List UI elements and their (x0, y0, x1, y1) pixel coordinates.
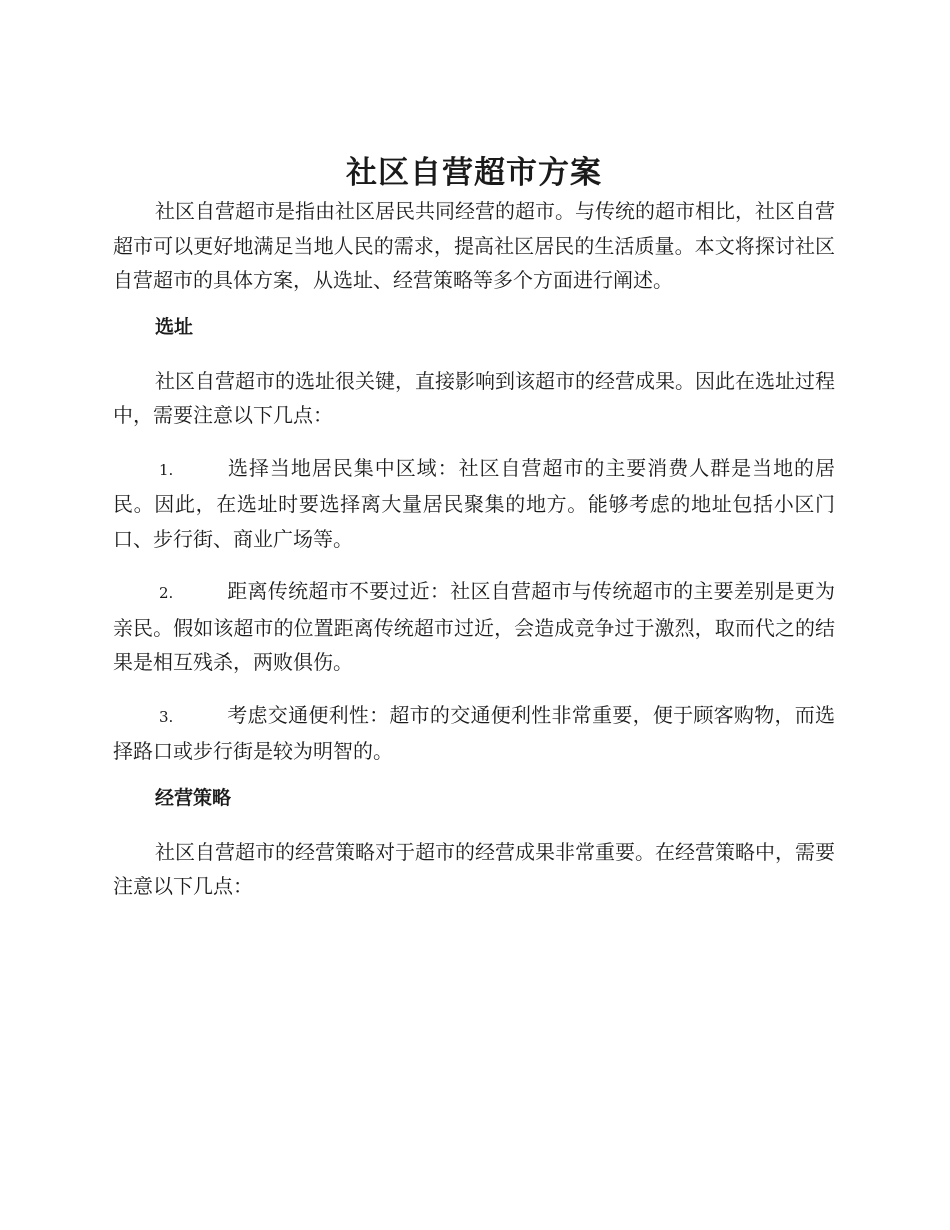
list-item-number: 3. (159, 707, 174, 726)
document-page (113, 152, 835, 904)
list-item-number: 1. (159, 460, 174, 479)
list-item-number: 2. (159, 584, 174, 602)
list-item (113, 574, 835, 680)
site-selection-paragraph: 社区自营超市的选址很关键，直接影响到该超市的经营成果。因此在选址过程中，需要注意以下几点： (113, 368, 835, 427)
intro-paragraph: 社区自营超市是指由社区居民共同经营的超市。与传统的超市相比，社区自营超市可以更好地满足当地人民的需求，提高社区居民的生活质量。本文将探讨社区自营超市的具体方案，从选址、经营策略等多个方面进行阐述。 (113, 199, 835, 292)
list-item-text: 选择当地居民集中区域：社区自营超市的主要消费人群是当地的居民。因此，在选址时要选择离大量居民聚集的地方。能够考虑的地址包括小区门口、步行街、商业广场等。 (113, 455, 835, 551)
list-item-text: 考虑交通便利性：超市的交通便利性非常重要，便于顾客购物，而选择路口或步行街是较为明智的。 (113, 702, 835, 763)
business-strategy-paragraph: 社区自营超市的经营策略对于超市的经营成果非常重要。在经营策略中，需要注意以下几点： (113, 839, 835, 898)
list-item (113, 451, 835, 557)
document-title: 社区自营超市方案 (346, 155, 602, 191)
section-heading-site-selection: 选址 (155, 315, 194, 338)
section-heading-business-strategy: 经营策略 (155, 786, 232, 809)
list-item-text: 距离传统超市不要过近：社区自营超市与传统超市的主要差别是更为亲民。假如该超市的位置距离传统超市过近，会造成竞争过于激烈，取而代之的结果是相互残杀，两败俱伤。 (113, 579, 835, 674)
list-item (113, 698, 835, 769)
